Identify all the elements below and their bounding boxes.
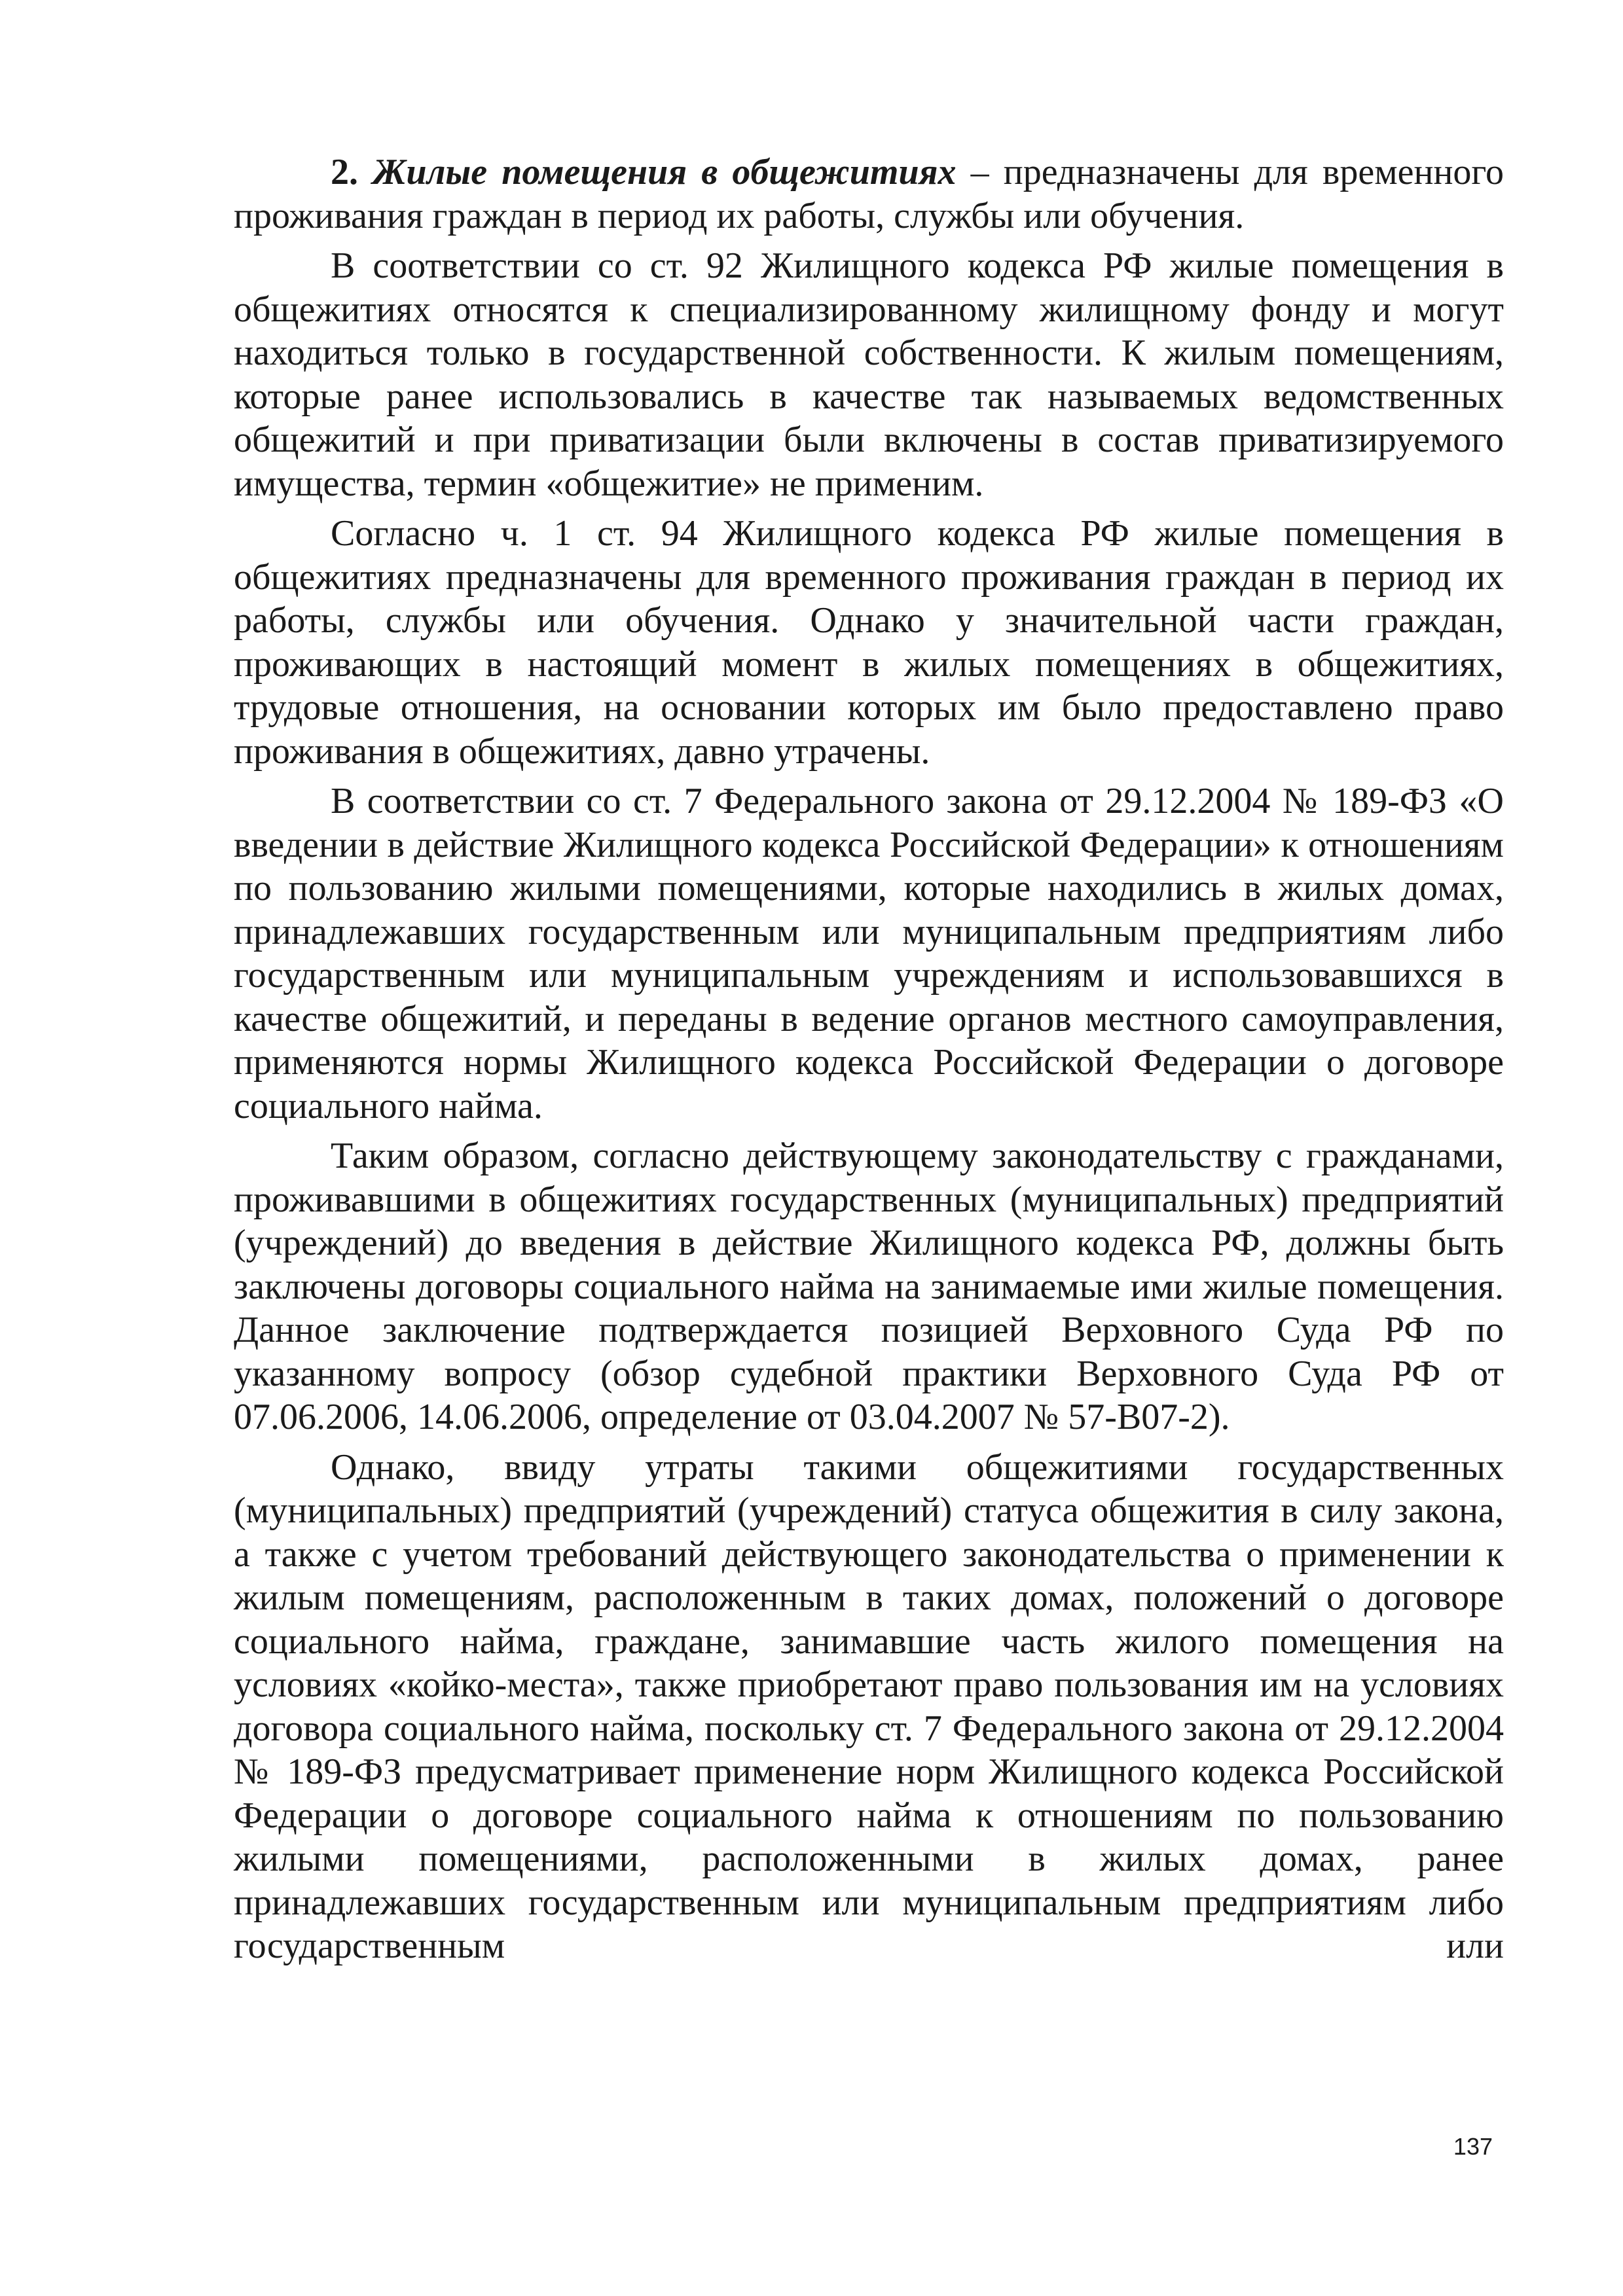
section-number: 2. (331, 152, 373, 192)
section-heading-rest: – предназначены для временного проживания граждан в период их работы, службы или обучения. (234, 152, 1504, 236)
paragraph-4: Таким образом, согласно действующему законодательству с гражданами, проживавшими в общежитиях государственных (муниципальных) предприятий (учреждений) до введения в действие Жилищного кодекса РФ, должны быть заключены договоры социального найма на занимаемые ими жилые помещения. Данное заключение подтверждается позицией Верховного Суда РФ по указанному вопросу (обзор судебной практики Верховного Суда РФ от 07.06.2006, 14.06.2006, определение от 03.04.2007 № 57-В07-2). (234, 1136, 1504, 1437)
page-number: 137 (1453, 2133, 1493, 2160)
page-body (234, 151, 1504, 1975)
section-title: Жилые помещения в общежитиях (373, 152, 957, 192)
paragraph-5: Однако, ввиду утраты такими общежитиями государственных (муниципальных) предприятий (учреждений) статуса общежития в силу закона, а также с учетом требований действующего законодательства о применении к жилым помещениям, расположенным в таких домах, положений о договоре социального найма, граждане, занимавшие часть жилого помещения на условиях «койко-места», также приобретают право пользования им на условиях договора социального найма, поскольку ст. 7 Федерального закона от 29.12.2004 № 189-ФЗ предусматривает применение норм Жилищного кодекса Российской Федерации о договоре социального найма к отношениям по пользованию жилыми помещениями, расположенными в жилых домах, ранее принадлежавших государственным или муниципальным предприятиям либо государственным или (234, 1446, 1504, 1966)
paragraph-2: Согласно ч. 1 ст. 94 Жилищного кодекса РФ жилые помещения в общежитиях предназначены для временного проживания граждан в период их работы, службы или обучения. Однако у значительной части граждан, проживающих в настоящий момент в жилых помещениях в общежитиях, трудовые отношения, на основании которых им было предоставлено право проживания в общежитиях, давно утрачены. (234, 513, 1504, 772)
section-heading-paragraph (234, 151, 1504, 238)
paragraph-1: В соответствии со ст. 92 Жилищного кодекса РФ жилые помещения в общежитиях относятся к специализированному жилищному фонду и могут находиться только в государственной собственности. К жилым помещениям, которые ранее использовались в качестве так называемых ведомственных общежитий и при приватизации были включены в состав приватизируемого имущества, термин «общежитие» не применим. (234, 245, 1504, 504)
paragraph-3: В соответствии со ст. 7 Федерального закона от 29.12.2004 № 189-ФЗ «О введении в действие Жилищного кодекса Российской Федерации» к отношениям по пользованию жилыми помещениями, которые находились в жилых домах, принадлежавших государственным или муниципальным предприятиям либо государственным или муниципальным учреждениям и использовавшихся в качестве общежитий, и переданы в ведение органов местного самоуправления, применяются нормы Жилищного кодекса Российской Федерации о договоре социального найма. (234, 781, 1504, 1126)
